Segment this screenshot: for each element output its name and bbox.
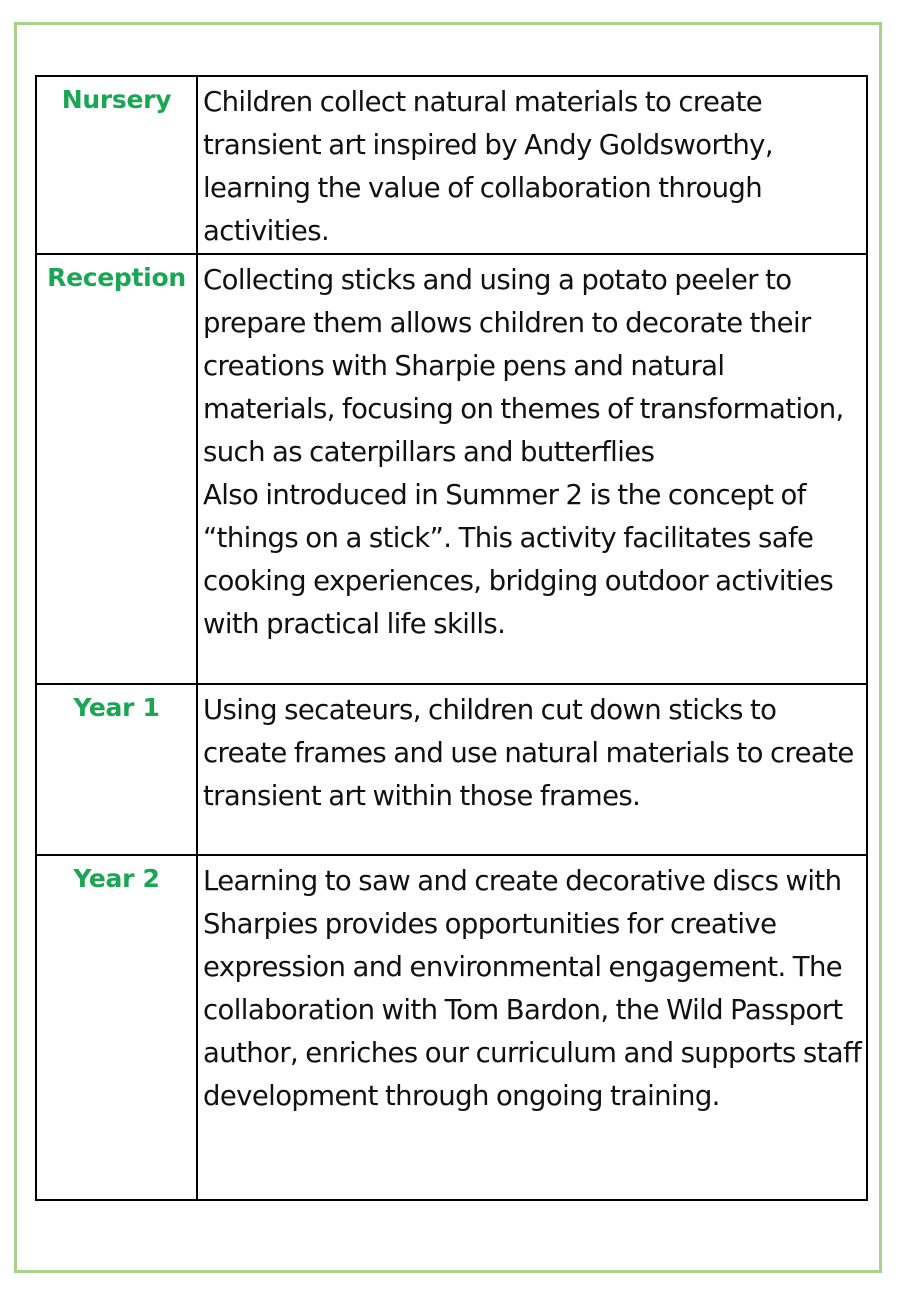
- table-row: [36, 855, 867, 1200]
- description-reception: Collecting sticks and using a potato peeler to prepare them allows children to decorate their creations with Sharpie pens and natural materials, focusing on themes of transformation, such as caterpillars and butterflies: [203, 264, 844, 468]
- year-label-year-1: Year 1: [73, 693, 160, 722]
- description-cell: [197, 855, 867, 1200]
- table-row: [36, 76, 867, 254]
- description-reception-extra: Also introduced in Summer 2 is the concept of “things on a stick”. This activity facilitates safe cooking experiences, bridging outdoor activities with practical life skills.: [203, 479, 834, 640]
- table-row: [36, 684, 867, 855]
- year-label-reception: Reception: [47, 263, 186, 292]
- description-cell: [197, 254, 867, 684]
- year-label-nursery: Nursery: [61, 85, 172, 114]
- description-nursery: Children collect natural materials to create transient art inspired by Andy Goldsworthy, learning the value of collaboration through activities.: [203, 86, 773, 247]
- year-cell: [36, 684, 197, 855]
- description-year-2: Learning to saw and create decorative discs with Sharpies provides opportunities for creative expression and environmental engagement. The collaboration with Tom Bardon, the Wild Passport author, enriches our curriculum and supports staff development through ongoing training.: [203, 865, 862, 1112]
- description-year-1: Using secateurs, children cut down sticks to create frames and use natural materials to create transient art within those frames.: [203, 694, 854, 812]
- curriculum-table: [35, 75, 868, 1201]
- table-row: [36, 254, 867, 684]
- year-label-year-2: Year 2: [73, 864, 160, 893]
- description-cell: [197, 76, 867, 254]
- year-cell: [36, 855, 197, 1200]
- description-cell: [197, 684, 867, 855]
- year-cell: [36, 254, 197, 684]
- year-cell: [36, 76, 197, 254]
